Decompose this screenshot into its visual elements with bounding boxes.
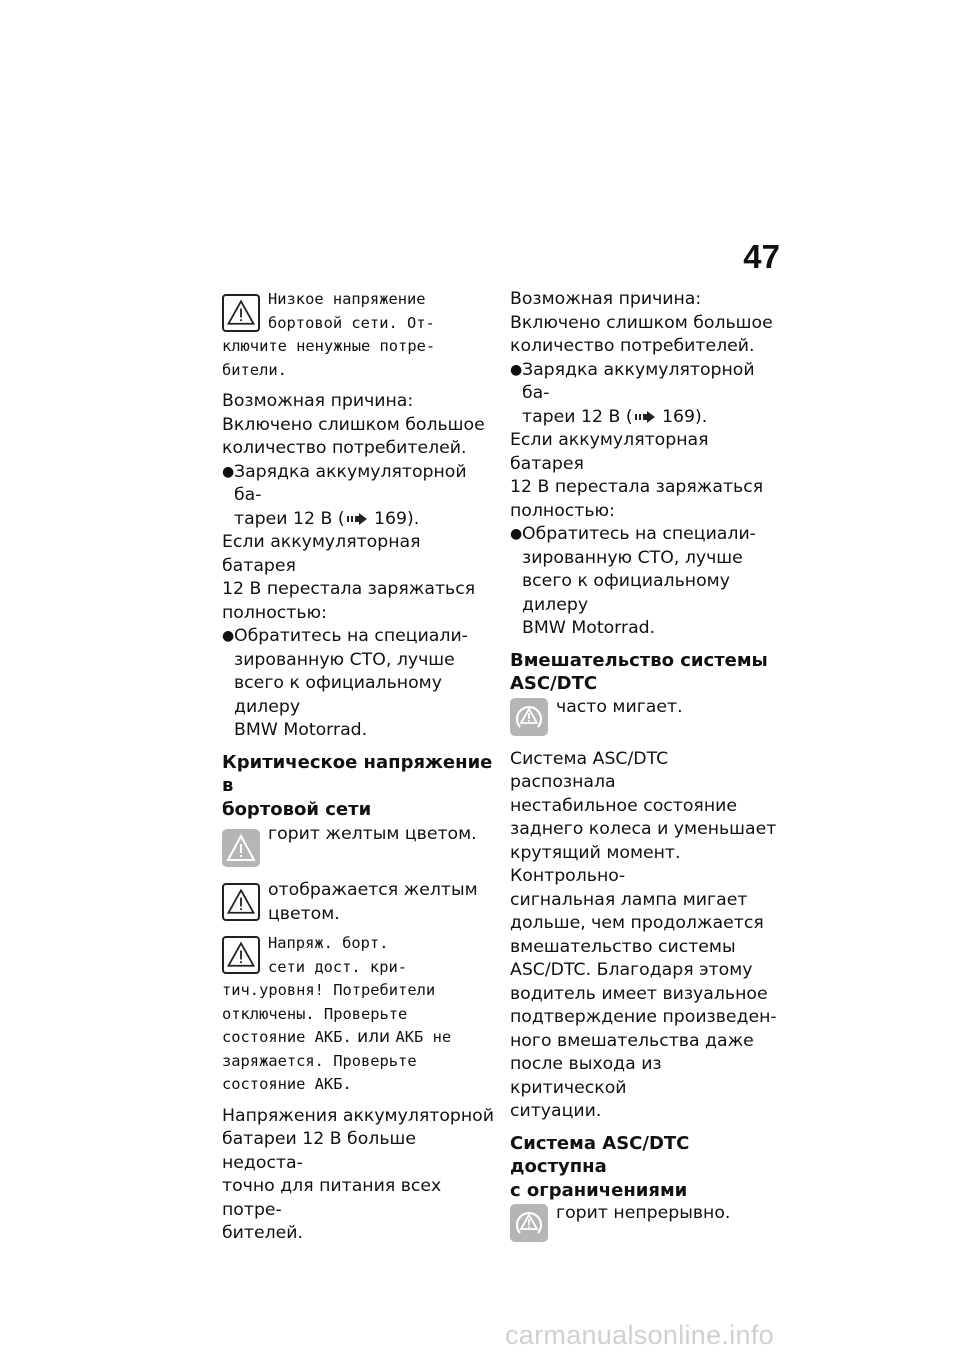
body-text: ASC/DTC. Благодаря этому (510, 960, 753, 980)
lamp-yellow-block (222, 823, 494, 869)
body-text: бителей. (222, 1223, 303, 1243)
display-message-line: отключены. Проверьте (222, 1004, 408, 1023)
display-message-line: Низкое напряжение (268, 290, 426, 308)
body-text: нестабильное состояние (510, 795, 737, 816)
section-heading: с ограничениями (510, 1179, 688, 1201)
cause-label: Возможная причина: (222, 391, 414, 411)
cause-text: Включено слишком большое (510, 312, 773, 333)
list-item-text: Обратитесь на специали- (522, 524, 756, 544)
body-text: Система ASC/DTC распознала (510, 748, 669, 792)
lamp-text: горит желтым цветом. (268, 824, 477, 844)
cause-label: Возможная причина: (510, 289, 702, 309)
list-item (510, 359, 778, 430)
battery-text: Если аккумуляторная батарея (222, 532, 421, 576)
list-item (510, 523, 778, 641)
body-text: подтверждение произведен- (510, 1007, 777, 1027)
warning-triangle-icon (222, 883, 260, 921)
list-item-text: всего к официальному дилеру (522, 571, 730, 615)
bullet-icon: ● (222, 463, 235, 480)
lamp-text: отображается желтым (268, 880, 478, 900)
body-text: Напряжения аккумуляторной (222, 1105, 494, 1126)
display-message-line: состояние АКБ. или АКБ не (222, 1027, 452, 1047)
list-item-text: зированную СТО, лучше (522, 547, 743, 568)
cause-text: количество потребителей. (510, 336, 755, 356)
body-text: батареи 12 В больше недоста- (222, 1129, 416, 1173)
list-item-text: тареи 12 В ( 169). (234, 508, 420, 529)
body-text: заднего колеса и уменьшает (510, 819, 777, 839)
lamp-text: горит непрерывно. (556, 1203, 731, 1223)
display-message-line: состояние АКБ. (222, 1075, 352, 1093)
display-message-line: тич.уровня! Потребители (222, 981, 436, 999)
page-number: 47 (743, 238, 780, 275)
critical-voltage-message (222, 932, 494, 1097)
cause-text: количество потребителей. (222, 438, 467, 458)
right-column (510, 288, 778, 1244)
asc-blink-block (510, 696, 778, 738)
list-item-text: BMW Motorrad. (522, 618, 656, 638)
reference-arrow-icon (347, 513, 367, 525)
left-column (222, 288, 494, 1246)
lamp-text: цветом. (268, 903, 340, 924)
body-text: водитель имеет визуальное (510, 983, 768, 1004)
bullet-icon: ● (510, 361, 523, 378)
warning-triangle-icon (222, 936, 260, 974)
section-heading: Система ASC/DTC доступна (510, 1132, 690, 1177)
reference-arrow-icon (635, 411, 655, 423)
list-item-text: BMW Motorrad. (234, 720, 368, 740)
watermark: carmanualsonline.info (505, 1320, 774, 1350)
body-text: крутящий момент. Контрольно- (510, 842, 681, 886)
display-message-line: бортовой сети. От- (268, 313, 435, 332)
list-item-text: тареи 12 В ( 169). (522, 406, 708, 427)
cause-text: Включено слишком большое (222, 414, 485, 435)
battery-text: Если аккумуляторная батарея (510, 430, 709, 474)
battery-text: полностью: (510, 500, 615, 521)
battery-text: 12 В перестала заряжаться (510, 477, 764, 497)
display-message-line: ключите ненужные потре- (222, 337, 436, 355)
battery-text: 12 В перестала заряжаться (222, 579, 476, 599)
list-item-text: Зарядка аккумуляторной ба- (234, 461, 467, 505)
body-text: ного вмешательства даже (510, 1030, 754, 1051)
lamp-display-block (222, 879, 494, 926)
section-heading: бортовой сети (222, 798, 372, 820)
section-heading: Вмешательство системы (510, 649, 768, 671)
body-text: сигнальная лампа мигает (510, 889, 748, 910)
bullet-icon: ● (510, 526, 523, 542)
list-item (222, 461, 494, 532)
body-text: вмешательство системы (510, 936, 736, 957)
asc-dtc-icon (510, 698, 548, 736)
lamp-text: часто мигает. (556, 696, 683, 717)
body-text: дольше, чем продолжается (510, 913, 764, 933)
display-message-line: Напряж. борт. (268, 934, 389, 952)
display-message-line: сети дост. кри- (268, 957, 407, 976)
body-text: точно для питания всех потре- (222, 1176, 442, 1220)
section-heading: ASC/DTC (510, 673, 598, 694)
display-message-line: заряжается. Проверьте (222, 1051, 417, 1070)
list-item (222, 625, 494, 743)
low-voltage-message (222, 288, 494, 382)
section-heading: Критическое напряжение в (222, 751, 493, 796)
body-text: после выхода из критической (510, 1054, 662, 1098)
warning-lamp-icon (222, 829, 260, 867)
display-message-line: бители. (222, 360, 287, 379)
asc-dtc-icon (510, 1204, 548, 1242)
body-text: ситуации. (510, 1101, 602, 1121)
asc-limited-block (510, 1202, 778, 1244)
list-item-text: зированную СТО, лучше (234, 649, 455, 670)
battery-text: полностью: (222, 602, 327, 623)
list-item-text: Зарядка аккумуляторной ба- (522, 359, 755, 403)
list-item-text: Обратитесь на специали- (234, 626, 468, 646)
list-item-text: всего к официальному дилеру (234, 673, 442, 717)
warning-triangle-icon (222, 294, 260, 332)
bullet-icon: ● (222, 628, 235, 644)
